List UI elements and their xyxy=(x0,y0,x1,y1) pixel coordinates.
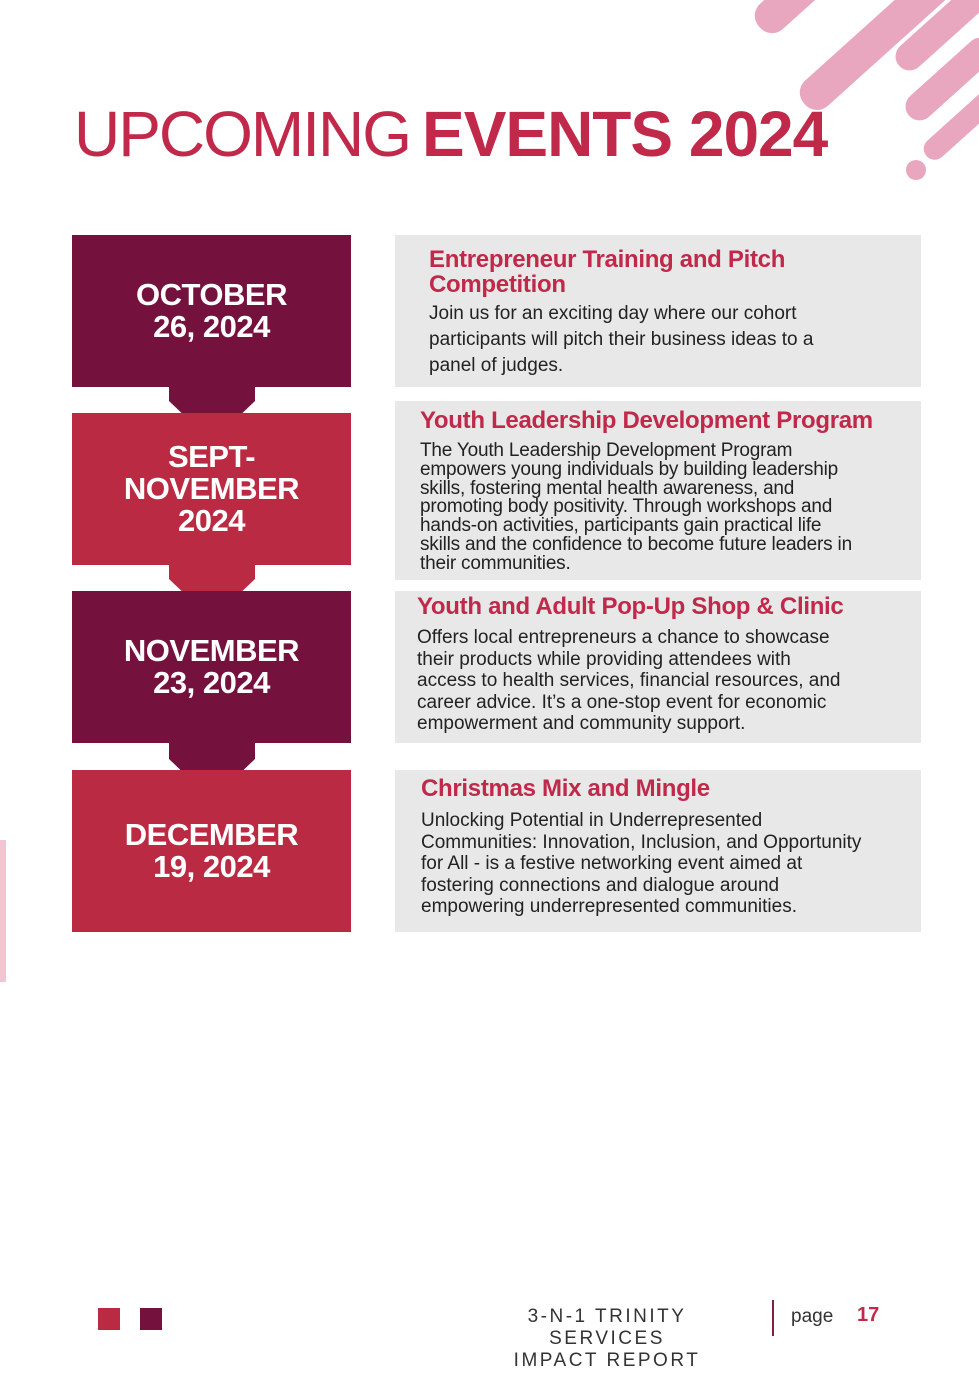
event-date-box xyxy=(72,770,351,932)
event-title xyxy=(420,408,913,433)
event-date-line: NOVEMBER xyxy=(123,471,300,506)
footer-org-name xyxy=(472,1306,742,1372)
event-title xyxy=(417,594,901,619)
event-card xyxy=(395,235,921,387)
event-date-box xyxy=(72,591,351,743)
event-description-line: Offers local entrepreneurs a chance to showcase xyxy=(417,627,830,648)
event-date-line: 19, 2024 xyxy=(153,849,270,884)
event-description xyxy=(421,810,901,918)
event-card xyxy=(395,591,921,743)
event-description xyxy=(420,442,913,574)
event-description-line: panel of judges. xyxy=(429,355,564,376)
event-description-line: for All - is a festive networking event aimed at xyxy=(421,853,803,875)
event-date-line: 26, 2024 xyxy=(153,309,270,344)
event-description-line: empowers young individuals by building leadership xyxy=(420,458,838,480)
event-description-line: career advice. It’s a one-stop event for economic xyxy=(417,691,827,713)
event-date-line: SEPT- xyxy=(167,439,256,474)
event-description-line: The Youth Leadership Development Program xyxy=(420,440,793,461)
event-date-box xyxy=(72,413,351,565)
page-title-light: UPCOMING xyxy=(74,98,410,170)
event-description-line: participants will pitch their business ideas to a xyxy=(429,329,814,350)
event-description-line: their communities. xyxy=(420,552,571,574)
event-title xyxy=(421,776,901,801)
footer-org-line: IMPACT REPORT xyxy=(513,1350,701,1371)
footer-page-number: 17 xyxy=(857,1304,880,1326)
event-date-line: 23, 2024 xyxy=(153,665,270,700)
footer-square xyxy=(98,1308,120,1330)
event-date-line: DECEMBER xyxy=(124,817,299,852)
footer-org-line: 3-N-1 TRINITY SERVICES xyxy=(527,1306,687,1349)
event-description-line: Join us for an exciting day where our cohort xyxy=(429,303,797,324)
event-card xyxy=(395,770,921,932)
event-title-line: Youth and Adult Pop-Up Shop & Clinic xyxy=(417,593,844,620)
footer-divider xyxy=(772,1300,774,1336)
event-title-line: Christmas Mix and Mingle xyxy=(421,775,710,802)
footer-page-label: page xyxy=(791,1306,834,1327)
event-card xyxy=(395,401,921,580)
event-date-box xyxy=(72,235,351,387)
event-description-line: skills, fostering mental health awareness, and xyxy=(420,477,795,499)
event-date-line: OCTOBER xyxy=(136,277,287,312)
event-description-line: hands-on activities, participants gain practical life xyxy=(420,515,822,537)
event-description-line: empowerment and community support. xyxy=(417,713,746,735)
decorative-dot xyxy=(906,160,926,180)
event-title-line: Entrepreneur Training and Pitch xyxy=(429,246,786,273)
event-description xyxy=(417,627,901,735)
page-title xyxy=(74,98,827,170)
page-title-bold: EVENTS 2024 xyxy=(422,98,828,170)
event-description-line: empowering underrepresented communities. xyxy=(421,896,797,918)
footer-square xyxy=(140,1308,162,1330)
event-title xyxy=(429,247,901,297)
event-description-line: promoting body positivity. Through workshops and xyxy=(420,496,833,518)
event-description-line: access to health services, financial resources, and xyxy=(417,670,841,692)
event-date-line: NOVEMBER xyxy=(123,633,300,668)
event-title-line: Competition xyxy=(429,271,566,298)
event-description-line: their products while providing attendees with xyxy=(417,648,791,670)
event-date-line: 2024 xyxy=(178,503,245,538)
event-description-line: skills and the confidence to become future leaders in xyxy=(420,533,852,555)
event-description-line: Unlocking Potential in Underrepresented xyxy=(421,810,763,831)
decorative-stripe xyxy=(748,0,838,40)
event-description xyxy=(429,301,901,379)
event-title-line: Youth Leadership Development Program xyxy=(420,407,873,434)
event-description-line: Communities: Innovation, Inclusion, and Opportunity xyxy=(421,831,862,853)
event-description-line: fostering connections and dialogue around xyxy=(421,874,780,896)
decorative-side-bar xyxy=(0,840,6,982)
